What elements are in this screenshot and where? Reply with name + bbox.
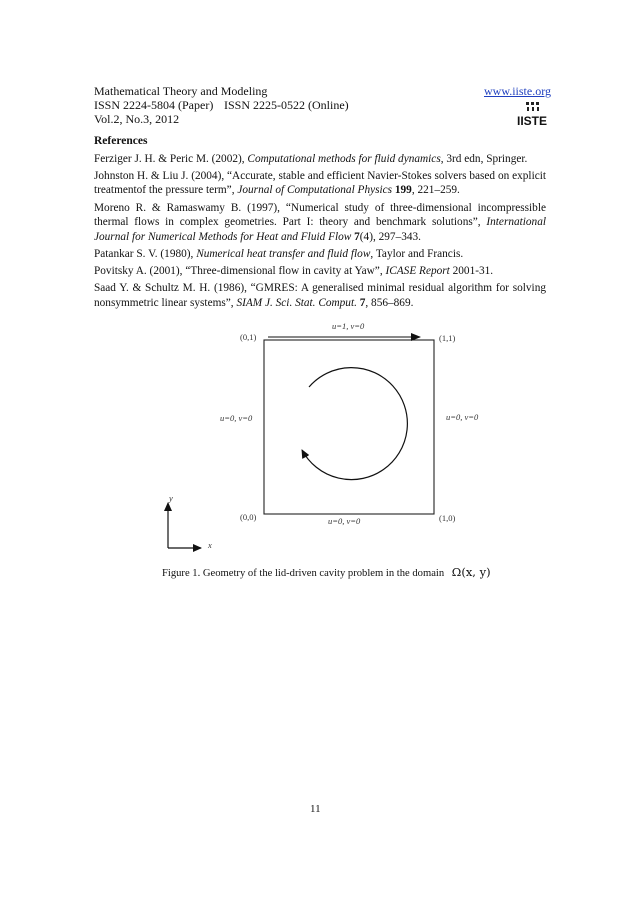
- corner-top-left-label: (0,1): [240, 332, 257, 342]
- reference-text: Johnston H. & Liu J. (2004), “Accurate, stable and efficient Navier-Stokes solvers based on explicit treatmentof the pressure term”,: [94, 169, 546, 197]
- reference-pages: , 856–869.: [365, 296, 414, 309]
- reference-source: Computational methods for fluid dynamics: [247, 152, 441, 165]
- issn-online: ISSN 2225-0522 (Online): [224, 98, 349, 112]
- reference-source: ICASE Report: [385, 265, 450, 278]
- y-axis-label: y: [169, 493, 173, 503]
- reference-text: Povitsky A. (2001), “Three-dimensional flow in cavity at Yaw”,: [94, 265, 386, 278]
- volume-info: Vol.2, No.3, 2012: [94, 112, 180, 126]
- reference-pages: , 3rd edn, Springer.: [440, 152, 528, 165]
- bc-top-label: u=1, v=0: [332, 321, 365, 331]
- reference-pages: 2001-31.: [449, 265, 494, 278]
- issn-paper: ISSN 2224-5804 (Paper): [94, 98, 214, 112]
- bc-bottom-label: u=0, v=0: [328, 516, 361, 526]
- corner-bottom-left-label: (0,0): [240, 512, 257, 522]
- reference-source: Journal of Computational Physics: [237, 184, 393, 197]
- reference-source: SIAM J. Sci. Stat. Comput.: [236, 296, 357, 309]
- references-title: References: [94, 135, 148, 147]
- corner-top-right-label: (1,1): [439, 333, 456, 343]
- cavity-domain-box: [264, 340, 434, 514]
- reference-text: Ferziger J. H. & Peric M. (2002),: [94, 152, 248, 165]
- reference-source: International Journal for Numerical Methods for Heat and Fluid Flow: [94, 216, 546, 243]
- corner-bottom-right-label: (1,0): [439, 513, 456, 523]
- journal-url-link[interactable]: www.iiste.org: [484, 84, 551, 98]
- journal-title: Mathematical Theory and Modeling: [94, 84, 268, 98]
- bc-left-label: u=0, v=0: [220, 413, 253, 423]
- reference-pages: , 221–259.: [411, 184, 460, 197]
- x-axis-label: x: [208, 540, 212, 550]
- page-number: 11: [310, 803, 321, 815]
- figure-caption-text: Figure 1. Geometry of the lid-driven cavity problem in the domain: [162, 568, 445, 579]
- figure-caption-math: Ω(x, y): [451, 565, 491, 579]
- bc-right-label: u=0, v=0: [446, 412, 479, 422]
- reference-volume: 199: [392, 184, 412, 197]
- reference-text: Moreno R. & Ramaswamy B. (1997), “Numerical study of three-dimensional incompressible thermal flows in complex geometries. Part I: theory and benchmark solutions”,: [94, 201, 546, 229]
- logo-text: IISTE: [516, 114, 548, 127]
- reference-pages: (4), 297–343.: [359, 230, 421, 243]
- reference-text: Saad Y. & Schultz M. H. (1986), “GMRES: A generalised minimal residual algorithm for solving nonsymmetric linear systems”,: [94, 282, 546, 309]
- reference-volume: 7: [351, 230, 360, 243]
- circulation-arrow: [302, 368, 407, 480]
- reference-volume: 7: [356, 296, 366, 309]
- figure-caption: [162, 565, 491, 579]
- reference-text: Patankar S. V. (1980),: [94, 247, 197, 260]
- reference-pages: , Taylor and Francis.: [370, 247, 464, 260]
- reference-source: Numerical heat transfer and fluid flow: [196, 247, 371, 260]
